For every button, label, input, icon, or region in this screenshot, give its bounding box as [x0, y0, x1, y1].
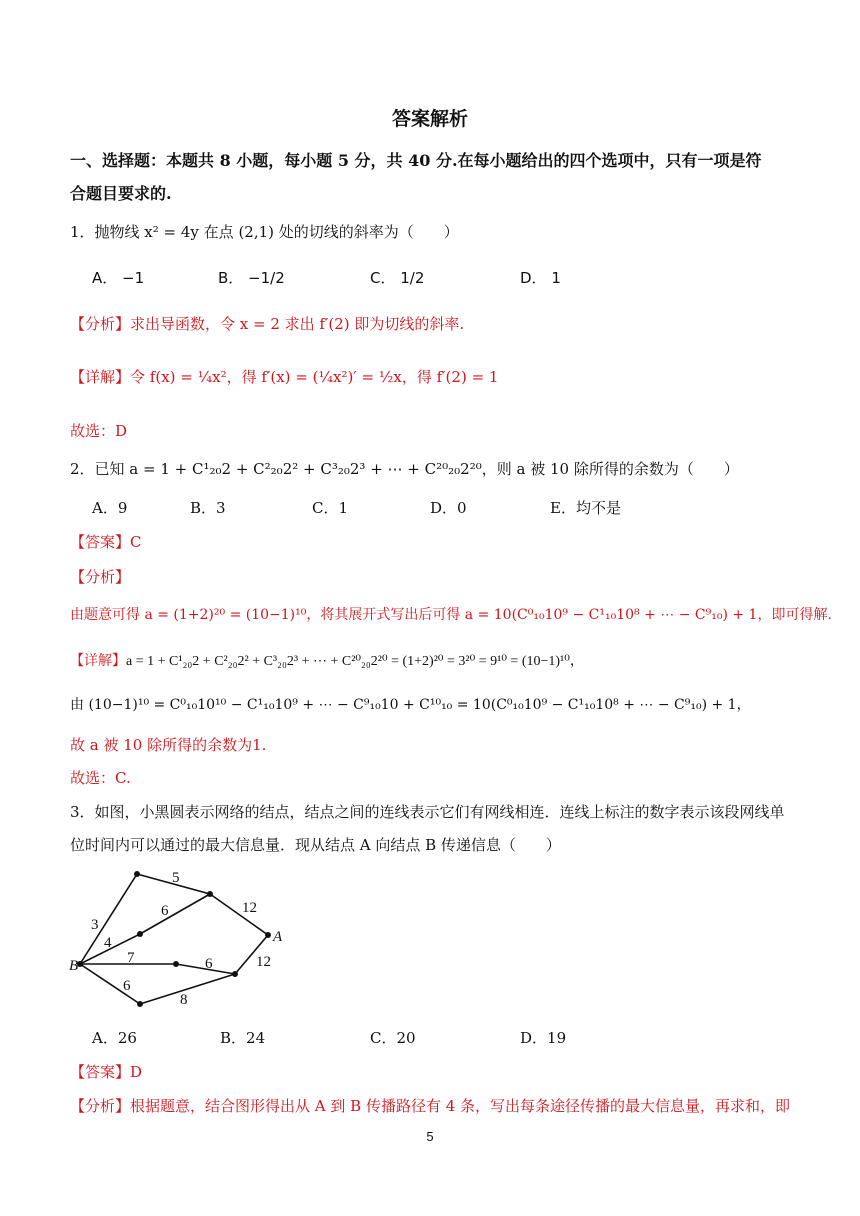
section-heading: 一、选择题：本题共 8 小题，每小题 5 分，共 40 分.在每小题给出的四个选项中，只有一项是符	[70, 151, 762, 170]
q1-analysis-label: 【分析】	[70, 315, 131, 333]
q1-analysis-text: 求出导函数，令 x = 2 求出 f′(2) 即为切线的斜率.	[130, 315, 465, 333]
edge-bottom-lower-right	[140, 974, 235, 1004]
q1-option-b: B． −1/2	[218, 269, 285, 287]
q2-conclusion: 故 a 被 10 除所得的余数为1.	[70, 736, 267, 754]
q2-answer-value: C	[130, 533, 142, 551]
edge-label-8: 12	[256, 954, 271, 970]
node-b-label: B	[69, 958, 79, 974]
edge-label-3: 12	[242, 900, 257, 916]
q2-option-e: E．均不是	[550, 499, 621, 517]
node-top-right	[207, 891, 213, 897]
q2-answer	[70, 531, 142, 552]
edge-label-6: 7	[127, 950, 135, 966]
q2-option-d: D．0	[430, 499, 467, 517]
q3-analysis-text: 根据题意，结合图形得出从 A 到 B 传播路径有 4 条，写出每条途径传播的最大信息量，再求和，即	[130, 1097, 791, 1115]
q3-option-a: A．26	[92, 1029, 137, 1047]
q2-option-a: A．9	[92, 499, 128, 517]
edge-b-bottom	[80, 964, 140, 1004]
q1-detail-text: 令 f(x) = ¼x²，得 f′(x) = (¼x²)′ = ½x，得 f′(2) = 1	[130, 368, 499, 386]
q3-answer-label: 【答案】	[70, 1063, 131, 1081]
q2-detail-label: 【详解】	[70, 653, 126, 669]
node-a-label: A	[273, 929, 283, 945]
q2-detail-formula-1: a = 1 + C¹₂₀2 + C²₂₀2² + C³₂₀2³ + ⋯ + C²⁰₂₀2²⁰ = (1+2)²⁰ = 3²⁰ = 9¹⁰ = (10−1)¹⁰，	[126, 654, 584, 669]
q1-analysis	[70, 313, 464, 334]
edge-label-9: 6	[123, 978, 131, 994]
q2-choice: 故选：C.	[70, 769, 131, 787]
edge-label-2: 5	[172, 870, 180, 886]
q3-option-c: C．20	[370, 1029, 416, 1047]
section-heading-cont: 合题目要求的.	[70, 184, 172, 203]
q3-stem-2: 位时间内可以通过的最大信息量．现从结点 A 向结点 B 传递信息（ ）	[70, 836, 561, 854]
network-diagram	[60, 862, 300, 1012]
edge-label-10: 8	[180, 992, 188, 1008]
q3-option-b: B．24	[220, 1029, 266, 1047]
edge-label-1: 3	[91, 917, 99, 933]
q2-option-c: C．1	[312, 499, 349, 517]
q2-detail-2: 由 (10−1)¹⁰ = C⁰₁₀10¹⁰ − C¹₁₀10⁹ + ⋯ − C⁹₁₀10 + C¹⁰₁₀ = 10(C⁰₁₀10⁹ − C¹₁₀10⁸ + ⋯ − C⁹₁₀) + 1，	[70, 697, 751, 713]
q2-detail-1	[70, 650, 584, 670]
q2-stem: 2．已知 a = 1 + C¹₂₀2 + C²₂₀2² + C³₂₀2³ + ⋯ + C²⁰₂₀2²⁰，则 a 被 10 除所得的余数为（ ）	[70, 460, 739, 478]
q3-answer	[70, 1061, 142, 1082]
page-title: 答案解析	[391, 108, 468, 130]
q3-analysis-label: 【分析】	[70, 1097, 131, 1115]
q1-choice: 故选：D	[70, 422, 128, 440]
page-number: 5	[426, 1129, 434, 1144]
edge-label-4: 6	[161, 903, 169, 919]
q2-analysis-text: 由题意可得 a = (1+2)²⁰ = (10−1)¹⁰，将其展开式写出后可得 a = 10(C⁰₁₀10⁹ − C¹₁₀10⁸ + ⋯ − C⁹₁₀) + 1，即可得解.	[70, 607, 832, 623]
q3-answer-value: D	[130, 1063, 143, 1081]
node-bottom	[137, 1001, 143, 1007]
node-top-left	[134, 871, 140, 877]
q1-detail	[70, 366, 498, 387]
node-mid-upper	[137, 931, 143, 937]
q2-analysis-label: 【分析】	[70, 568, 131, 586]
edge-mid-upper-top-right	[140, 894, 210, 934]
q3-option-d: D．19	[520, 1029, 567, 1047]
q2-option-b: B．3	[190, 499, 226, 517]
q1-option-d: D． 1	[520, 269, 561, 287]
node-a-dot	[265, 932, 271, 938]
edge-label-7: 6	[205, 956, 213, 972]
edge-label-5: 4	[104, 935, 112, 951]
q1-detail-label: 【详解】	[70, 368, 131, 386]
q1-option-a: A． −1	[92, 269, 145, 287]
q3-analysis	[70, 1095, 790, 1116]
node-lower-right	[232, 971, 238, 977]
q1-stem: 1．抛物线 x² = 4y 在点 (2,1) 处的切线的斜率为（ ）	[70, 223, 459, 241]
edge-top-right-a	[210, 894, 268, 935]
q2-answer-label: 【答案】	[70, 533, 131, 551]
q3-stem-1: 3．如图，小黑圆表示网络的结点，结点之间的连线表示它们有网线相连．连线上标注的数字表示该段网线单	[70, 803, 785, 821]
node-mid	[173, 961, 179, 967]
q1-option-c: C． 1/2	[370, 269, 425, 287]
